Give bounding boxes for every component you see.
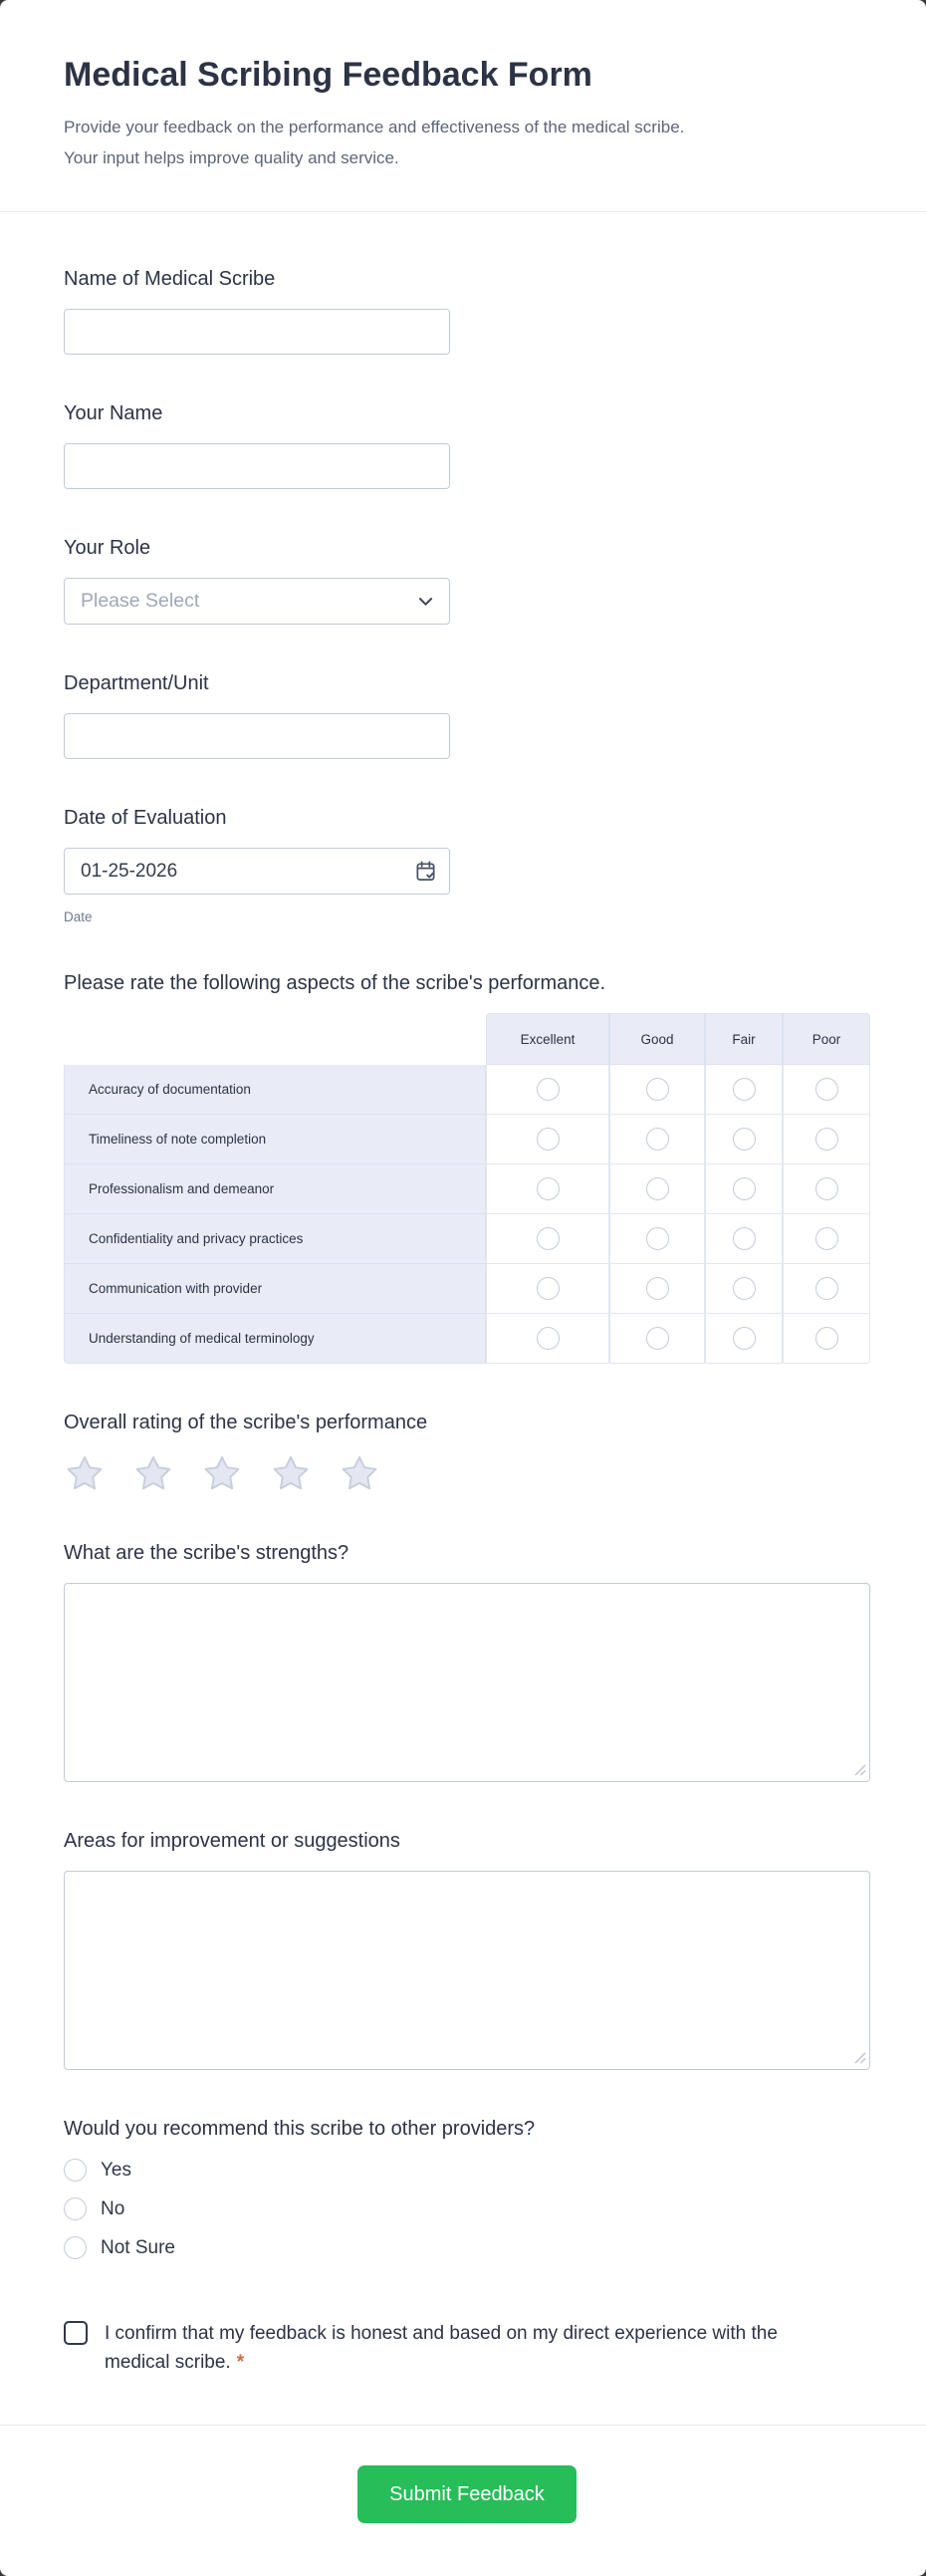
confirm-text: I confirm that my feedback is honest and based on my direct experience with the medical scribe.	[105, 2323, 778, 2373]
department-label: Department/Unit	[64, 672, 209, 694]
matrix-row-confidentiality	[64, 1214, 870, 1264]
matrix-row-label: Timeliness of note completion	[64, 1115, 486, 1164]
matrix-row-label: Communication with provider	[64, 1264, 486, 1314]
field-your-role	[64, 537, 870, 625]
overall-rating-label: Overall rating of the scribe's performance	[64, 1412, 428, 1433]
matrix-row-accuracy	[64, 1065, 870, 1115]
scribe-name-input[interactable]	[64, 309, 450, 355]
star-icon[interactable]	[339, 1452, 380, 1494]
matrix-radio[interactable]	[537, 1227, 560, 1250]
recommend-label: Would you recommend this scribe to other providers?	[64, 2118, 536, 2140]
recommend-option-no[interactable]	[64, 2197, 870, 2220]
matrix-row-label: Understanding of medical terminology	[64, 1314, 486, 1364]
subtitle-line-1: Provide your feedback on the performance and effectiveness of the medical scribe.	[64, 118, 685, 136]
chevron-down-icon	[416, 592, 435, 611]
form-subtitle	[64, 112, 862, 173]
matrix-radio[interactable]	[733, 1078, 756, 1101]
your-name-label: Your Name	[64, 402, 163, 424]
form-header	[0, 0, 926, 173]
submit-row	[0, 2426, 926, 2573]
star-icon[interactable]	[270, 1452, 312, 1494]
field-department	[64, 672, 870, 759]
field-rating-matrix	[64, 972, 870, 1364]
date-value: 01-25-2026	[81, 860, 178, 882]
matrix-radio[interactable]	[646, 1177, 669, 1200]
recommend-option-not-sure[interactable]	[64, 2236, 870, 2259]
field-evaluation-date	[64, 807, 870, 924]
select-placeholder: Please Select	[81, 590, 200, 612]
field-improvements	[64, 1830, 870, 2070]
your-role-select[interactable]	[64, 578, 450, 625]
option-label: Yes	[101, 2159, 131, 2181]
matrix-row-terminology	[64, 1314, 870, 1364]
matrix-radio[interactable]	[733, 1177, 756, 1200]
matrix-radio[interactable]	[815, 1327, 838, 1350]
strengths-textarea-wrap	[64, 1583, 870, 1782]
subtitle-line-2: Your input helps improve quality and service.	[64, 148, 399, 167]
improvements-textarea-wrap	[64, 1871, 870, 2070]
matrix-radio[interactable]	[733, 1327, 756, 1350]
option-label: Not Sure	[101, 2236, 175, 2258]
field-strengths	[64, 1542, 870, 1782]
matrix-row-label: Confidentiality and privacy practices	[64, 1214, 486, 1264]
date-input[interactable]	[64, 848, 450, 895]
matrix-radio[interactable]	[537, 1277, 560, 1300]
strengths-label: What are the scribe's strengths?	[64, 1542, 349, 1564]
recommend-option-yes[interactable]	[64, 2159, 870, 2182]
matrix-radio[interactable]	[815, 1227, 838, 1250]
matrix-col-fair: Fair	[705, 1013, 783, 1065]
evaluation-date-label: Date of Evaluation	[64, 807, 227, 829]
matrix-radio[interactable]	[646, 1227, 669, 1250]
matrix-col-poor: Poor	[783, 1013, 870, 1065]
improvements-label: Areas for improvement or suggestions	[64, 1830, 400, 1852]
recommend-options	[64, 2159, 870, 2259]
matrix-radio[interactable]	[733, 1277, 756, 1300]
star-rating	[64, 1452, 870, 1494]
confirm-block[interactable]	[64, 2319, 806, 2377]
field-recommend	[64, 2118, 870, 2259]
matrix-radio[interactable]	[537, 1327, 560, 1350]
field-your-name	[64, 402, 870, 489]
matrix-corner-cell	[64, 1013, 486, 1065]
department-input[interactable]	[64, 713, 450, 759]
matrix-radio[interactable]	[646, 1327, 669, 1350]
matrix-row-label: Professionalism and demeanor	[64, 1164, 486, 1214]
checkbox-icon[interactable]	[64, 2321, 88, 2345]
star-icon[interactable]	[201, 1452, 243, 1494]
matrix-radio[interactable]	[537, 1078, 560, 1101]
star-icon[interactable]	[132, 1452, 174, 1494]
matrix-radio[interactable]	[646, 1128, 669, 1151]
submit-button[interactable]: Submit Feedback	[357, 2465, 577, 2523]
rating-matrix-table	[64, 1013, 870, 1364]
matrix-row-timeliness	[64, 1115, 870, 1164]
matrix-header-row	[64, 1013, 870, 1065]
matrix-radio[interactable]	[646, 1277, 669, 1300]
radio-icon[interactable]	[64, 2159, 87, 2182]
form-body	[0, 212, 926, 2377]
matrix-col-excellent: Excellent	[486, 1013, 609, 1065]
calendar-check-icon[interactable]	[414, 860, 437, 883]
star-icon[interactable]	[64, 1452, 106, 1494]
matrix-radio[interactable]	[815, 1078, 838, 1101]
required-asterisk: *	[236, 2352, 245, 2373]
matrix-row-communication	[64, 1264, 870, 1314]
matrix-radio[interactable]	[733, 1227, 756, 1250]
page-title: Medical Scribing Feedback Form	[64, 56, 592, 94]
radio-icon[interactable]	[64, 2197, 87, 2220]
date-sublabel: Date	[64, 909, 93, 924]
rating-matrix-label: Please rate the following aspects of the scribe's performance.	[64, 972, 606, 994]
matrix-radio[interactable]	[815, 1128, 838, 1151]
your-name-input[interactable]	[64, 443, 450, 489]
matrix-col-good: Good	[609, 1013, 705, 1065]
radio-icon[interactable]	[64, 2236, 87, 2259]
matrix-radio[interactable]	[815, 1177, 838, 1200]
matrix-row-label: Accuracy of documentation	[64, 1065, 486, 1115]
improvements-textarea[interactable]	[64, 1871, 870, 2070]
matrix-radio[interactable]	[537, 1128, 560, 1151]
matrix-radio[interactable]	[537, 1177, 560, 1200]
field-scribe-name	[64, 268, 870, 355]
your-role-label: Your Role	[64, 537, 151, 559]
matrix-radio[interactable]	[815, 1277, 838, 1300]
matrix-radio[interactable]	[646, 1078, 669, 1101]
field-overall-rating	[64, 1412, 870, 1494]
matrix-row-professionalism	[64, 1164, 870, 1214]
matrix-radio[interactable]	[733, 1128, 756, 1151]
strengths-textarea[interactable]	[64, 1583, 870, 1782]
option-label: No	[101, 2197, 125, 2219]
scribe-name-label: Name of Medical Scribe	[64, 268, 276, 290]
